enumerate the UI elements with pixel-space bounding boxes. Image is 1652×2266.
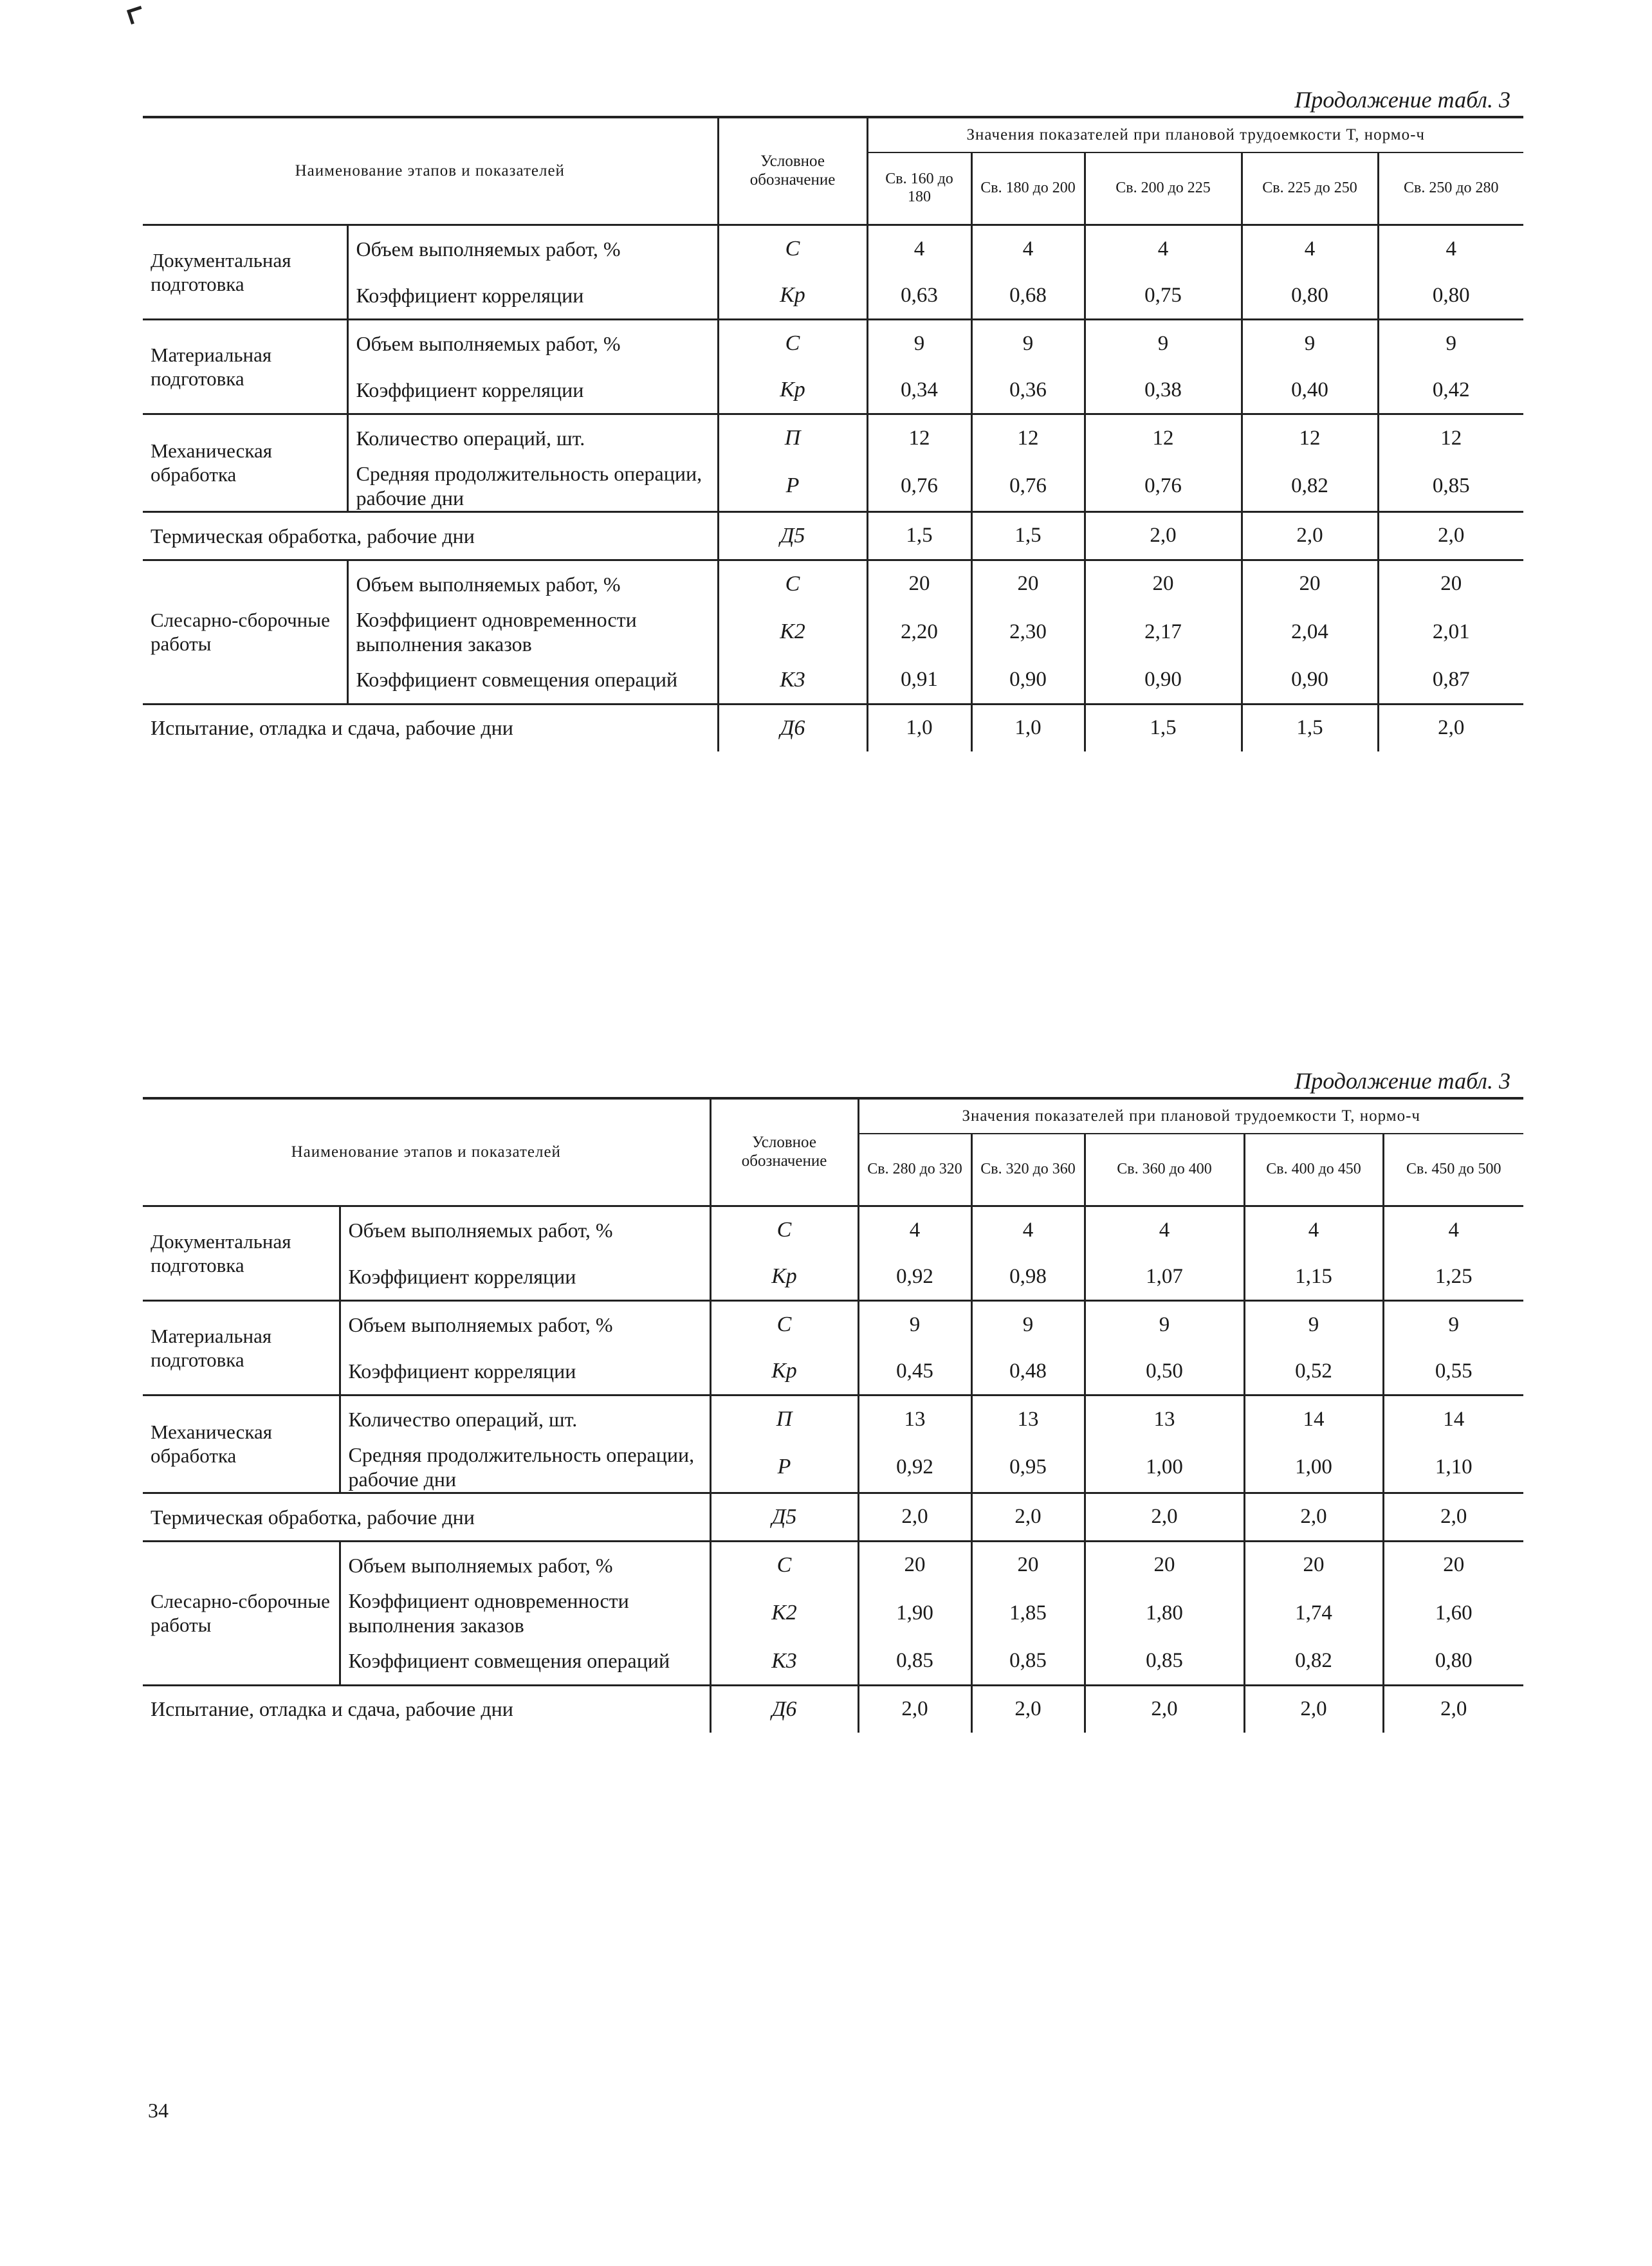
value-cell: 0,90 <box>971 657 1085 705</box>
value-cell: 1,0 <box>971 704 1085 751</box>
value-cell: 4 <box>1085 1206 1244 1254</box>
header-range: Св. 400 до 450 <box>1244 1134 1383 1206</box>
page-number: 34 <box>148 2099 169 2122</box>
header-range: Св. 250 до 280 <box>1378 152 1523 225</box>
value-cell: 2,0 <box>971 1493 1085 1541</box>
header-symbol: Условное обозначение <box>718 117 867 225</box>
value-cell: 0,38 <box>1085 367 1242 414</box>
value-cell: 1,60 <box>1383 1589 1523 1638</box>
value-cell: 13 <box>858 1396 971 1443</box>
stage-name: Материальная подготовка <box>143 320 347 414</box>
value-cell: 9 <box>1085 1301 1244 1349</box>
value-cell: 2,0 <box>1242 511 1378 560</box>
data-table <box>143 116 1523 751</box>
table-row <box>143 1253 1523 1301</box>
indicator-name: Коэффициент корреляции <box>356 378 584 401</box>
value-cell: 9 <box>971 320 1085 367</box>
stage-group <box>143 414 1523 512</box>
value-cell: 0,80 <box>1378 272 1523 320</box>
value-cell: 0,98 <box>971 1253 1085 1301</box>
stage-group <box>143 1685 1523 1733</box>
header-name: Наименование этапов и показателей <box>291 1143 561 1161</box>
value-cell: 13 <box>1085 1396 1244 1443</box>
stage-group <box>143 1301 1523 1396</box>
value-cell: 0,63 <box>867 272 971 320</box>
value-cell: 0,76 <box>867 461 971 511</box>
value-cell: 20 <box>858 1541 971 1589</box>
header-symbol: Условное обозначение <box>710 1098 858 1206</box>
value-cell: 20 <box>1244 1541 1383 1589</box>
value-cell: 20 <box>971 560 1085 607</box>
indicator-name: Объем выполняемых работ, % <box>356 572 621 596</box>
symbol-cell: К2 <box>710 1589 858 1638</box>
value-cell: 2,0 <box>1378 511 1523 560</box>
value-cell: 9 <box>1242 320 1378 367</box>
value-cell: 20 <box>1085 560 1242 607</box>
symbol-cell: Р <box>710 1442 858 1493</box>
value-cell: 13 <box>971 1396 1085 1443</box>
value-cell: 4 <box>971 1206 1085 1254</box>
stage-group <box>143 511 1523 560</box>
stage-group <box>143 225 1523 320</box>
indicator-name: Количество операций, шт. <box>356 426 585 450</box>
indicator-name: Коэффициент корреляции <box>356 283 584 307</box>
value-cell: 1,0 <box>867 704 971 751</box>
value-cell: 0,90 <box>1085 657 1242 705</box>
symbol-cell: С <box>710 1301 858 1349</box>
symbol-cell: Кр <box>710 1253 858 1301</box>
value-cell: 1,90 <box>858 1589 971 1638</box>
value-cell: 0,68 <box>971 272 1085 320</box>
symbol-cell: С <box>710 1206 858 1254</box>
stage-name: Слесарно-сборочные работы <box>143 560 347 704</box>
value-cell: 20 <box>1378 560 1523 607</box>
data-table <box>143 1097 1523 1733</box>
symbol-cell: Кр <box>710 1348 858 1396</box>
stage-group <box>143 1396 1523 1493</box>
table-block-1 <box>143 84 1523 751</box>
table-row <box>143 1301 1523 1349</box>
header-range: Св. 450 до 500 <box>1383 1134 1523 1206</box>
value-cell: 0,75 <box>1085 272 1242 320</box>
table-row <box>143 657 1523 705</box>
indicator-name: Коэффициент корреляции <box>348 1359 576 1383</box>
table-row <box>143 320 1523 367</box>
indicator-name: Коэффициент корреляции <box>348 1264 576 1288</box>
value-cell: 4 <box>858 1206 971 1254</box>
symbol-cell: Кр <box>718 272 867 320</box>
symbol-cell: Д6 <box>718 704 867 751</box>
value-cell: 1,80 <box>1085 1589 1244 1638</box>
value-cell: 9 <box>1383 1301 1523 1349</box>
symbol-cell: Д6 <box>710 1685 858 1733</box>
value-cell: 2,0 <box>1378 704 1523 751</box>
indicator-name: Коэффициент одновременности выполнения заказов <box>356 607 637 656</box>
value-cell: 0,80 <box>1383 1638 1523 1686</box>
value-cell: 0,52 <box>1244 1348 1383 1396</box>
symbol-cell: Д5 <box>718 511 867 560</box>
symbol-cell: Кр <box>718 367 867 414</box>
value-cell: 2,0 <box>971 1685 1085 1733</box>
table-row <box>143 704 1523 751</box>
value-cell: 2,01 <box>1378 607 1523 657</box>
value-cell: 0,80 <box>1242 272 1378 320</box>
table-row <box>143 607 1523 657</box>
value-cell: 0,48 <box>971 1348 1085 1396</box>
value-cell: 0,45 <box>858 1348 971 1396</box>
table-row <box>143 1589 1523 1638</box>
value-cell: 9 <box>1378 320 1523 367</box>
value-cell: 1,25 <box>1383 1253 1523 1301</box>
indicator-name: Объем выполняемых работ, % <box>348 1553 613 1577</box>
value-cell: 4 <box>1378 225 1523 273</box>
value-cell: 0,95 <box>971 1442 1085 1493</box>
value-cell: 20 <box>971 1541 1085 1589</box>
value-cell: 20 <box>867 560 971 607</box>
header-name: Наименование этапов и показателей <box>295 162 565 180</box>
value-cell: 1,5 <box>1085 704 1242 751</box>
table-row <box>143 1442 1523 1493</box>
value-cell: 1,5 <box>1242 704 1378 751</box>
value-cell: 2,04 <box>1242 607 1378 657</box>
value-cell: 0,40 <box>1242 367 1378 414</box>
value-cell: 1,10 <box>1383 1442 1523 1493</box>
value-cell: 2,0 <box>1085 1493 1244 1541</box>
header-values-title: Значения показателей при плановой трудоемкости Т, нормо-ч <box>867 117 1523 152</box>
table-row <box>143 367 1523 414</box>
table-row <box>143 1541 1523 1589</box>
indicator-name: Средняя продолжительность операции, рабочие дни <box>356 462 702 510</box>
value-cell: 14 <box>1383 1396 1523 1443</box>
table-row <box>143 1638 1523 1686</box>
value-cell: 0,50 <box>1085 1348 1244 1396</box>
table-row <box>143 560 1523 607</box>
value-cell: 1,5 <box>867 511 971 560</box>
value-cell: 14 <box>1244 1396 1383 1443</box>
value-cell: 1,07 <box>1085 1253 1244 1301</box>
value-cell: 1,5 <box>971 511 1085 560</box>
value-cell: 0,82 <box>1242 461 1378 511</box>
table-row <box>143 511 1523 560</box>
value-cell: 0,85 <box>971 1638 1085 1686</box>
value-cell: 2,30 <box>971 607 1085 657</box>
value-cell: 2,0 <box>1383 1493 1523 1541</box>
table-block-2 <box>143 1065 1523 1733</box>
value-cell: 9 <box>1244 1301 1383 1349</box>
value-cell: 2,0 <box>1085 1685 1244 1733</box>
corner-mark <box>127 6 145 24</box>
stage-group <box>143 704 1523 751</box>
value-cell: 9 <box>971 1301 1085 1349</box>
table-row <box>143 225 1523 273</box>
table-header <box>143 117 1523 225</box>
table-row <box>143 1685 1523 1733</box>
value-cell: 0,90 <box>1242 657 1378 705</box>
symbol-cell: Д5 <box>710 1493 858 1541</box>
stage-name: Механическая обработка <box>143 414 347 512</box>
value-cell: 0,92 <box>858 1442 971 1493</box>
value-cell: 0,85 <box>1085 1638 1244 1686</box>
value-cell: 12 <box>1378 414 1523 462</box>
table-row <box>143 414 1523 462</box>
header-range: Св. 320 до 360 <box>971 1134 1085 1206</box>
value-cell: 0,85 <box>858 1638 971 1686</box>
value-cell: 2,17 <box>1085 607 1242 657</box>
table-row <box>143 272 1523 320</box>
value-cell: 1,00 <box>1085 1442 1244 1493</box>
value-cell: 0,87 <box>1378 657 1523 705</box>
value-cell: 2,0 <box>1244 1493 1383 1541</box>
value-cell: 4 <box>1085 225 1242 273</box>
value-cell: 4 <box>971 225 1085 273</box>
value-cell: 1,15 <box>1244 1253 1383 1301</box>
symbol-cell: П <box>710 1396 858 1443</box>
value-cell: 2,0 <box>858 1493 971 1541</box>
value-cell: 2,0 <box>858 1685 971 1733</box>
value-cell: 0,76 <box>971 461 1085 511</box>
value-cell: 0,85 <box>1378 461 1523 511</box>
value-cell: 20 <box>1383 1541 1523 1589</box>
value-cell: 0,82 <box>1244 1638 1383 1686</box>
table-row <box>143 1396 1523 1443</box>
value-cell: 9 <box>858 1301 971 1349</box>
continuation-caption: Продолжение табл. 3 <box>1294 1068 1510 1094</box>
table-row <box>143 1206 1523 1254</box>
stage-name: Испытание, отладка и сдача, рабочие дни <box>151 1697 513 1721</box>
value-cell: 2,0 <box>1383 1685 1523 1733</box>
value-cell: 0,92 <box>858 1253 971 1301</box>
value-cell: 2,0 <box>1085 511 1242 560</box>
stage-group <box>143 1206 1523 1301</box>
symbol-cell: С <box>718 225 867 273</box>
table-row <box>143 461 1523 511</box>
value-cell: 2,20 <box>867 607 971 657</box>
header-range: Св. 225 до 250 <box>1242 152 1378 225</box>
table-row <box>143 1493 1523 1541</box>
indicator-name: Объем выполняемых работ, % <box>356 237 621 261</box>
stage-name: Материальная подготовка <box>143 1301 340 1396</box>
indicator-name: Средняя продолжительность операции, рабочие дни <box>348 1443 695 1491</box>
indicator-name: Объем выполняемых работ, % <box>356 331 621 355</box>
symbol-cell: С <box>718 560 867 607</box>
value-cell: 0,55 <box>1383 1348 1523 1396</box>
value-cell: 0,76 <box>1085 461 1242 511</box>
value-cell: 4 <box>1244 1206 1383 1254</box>
value-cell: 12 <box>971 414 1085 462</box>
value-cell: 12 <box>1242 414 1378 462</box>
stage-name: Термическая обработка, рабочие дни <box>151 1505 475 1529</box>
value-cell: 2,0 <box>1244 1685 1383 1733</box>
stage-name: Документальная подготовка <box>143 225 347 320</box>
value-cell: 1,74 <box>1244 1589 1383 1638</box>
indicator-name: Объем выполняемых работ, % <box>348 1218 613 1242</box>
value-cell: 1,00 <box>1244 1442 1383 1493</box>
symbol-cell: К3 <box>710 1638 858 1686</box>
value-cell: 0,42 <box>1378 367 1523 414</box>
value-cell: 1,85 <box>971 1589 1085 1638</box>
indicator-name: Количество операций, шт. <box>348 1407 578 1431</box>
symbol-cell: П <box>718 414 867 462</box>
indicator-name: Коэффициент совмещения операций <box>348 1649 670 1673</box>
symbol-cell: Р <box>718 461 867 511</box>
stage-name: Испытание, отладка и сдача, рабочие дни <box>151 716 513 740</box>
value-cell: 4 <box>1383 1206 1523 1254</box>
value-cell: 9 <box>1085 320 1242 367</box>
indicator-name: Объем выполняемых работ, % <box>348 1313 613 1336</box>
stage-name: Слесарно-сборочные работы <box>143 1541 340 1685</box>
header-range: Св. 280 до 320 <box>858 1134 971 1206</box>
value-cell: 20 <box>1242 560 1378 607</box>
header-range: Св. 160 до 180 <box>867 152 971 225</box>
indicator-name: Коэффициент совмещения операций <box>356 668 678 692</box>
header-range: Св. 360 до 400 <box>1085 1134 1244 1206</box>
symbol-cell: С <box>718 320 867 367</box>
indicator-name: Коэффициент одновременности выполнения заказов <box>348 1589 629 1637</box>
value-cell: 12 <box>1085 414 1242 462</box>
value-cell: 9 <box>867 320 971 367</box>
stage-name: Документальная подготовка <box>143 1206 340 1301</box>
value-cell: 4 <box>867 225 971 273</box>
stage-name: Термическая обработка, рабочие дни <box>151 524 475 548</box>
header-range: Св. 180 до 200 <box>971 152 1085 225</box>
symbol-cell: С <box>710 1541 858 1589</box>
table-header <box>143 1098 1523 1206</box>
table-row <box>143 1348 1523 1396</box>
stage-group <box>143 320 1523 414</box>
value-cell: 20 <box>1085 1541 1244 1589</box>
value-cell: 0,91 <box>867 657 971 705</box>
continuation-caption: Продолжение табл. 3 <box>1294 87 1510 113</box>
value-cell: 0,36 <box>971 367 1085 414</box>
stage-group <box>143 1541 1523 1685</box>
stage-name: Механическая обработка <box>143 1396 340 1493</box>
symbol-cell: К2 <box>718 607 867 657</box>
header-values-title: Значения показателей при плановой трудоемкости Т, нормо-ч <box>858 1098 1523 1134</box>
header-range: Св. 200 до 225 <box>1085 152 1242 225</box>
stage-group <box>143 560 1523 704</box>
value-cell: 4 <box>1242 225 1378 273</box>
stage-group <box>143 1493 1523 1541</box>
value-cell: 0,34 <box>867 367 971 414</box>
value-cell: 12 <box>867 414 971 462</box>
symbol-cell: К3 <box>718 657 867 705</box>
